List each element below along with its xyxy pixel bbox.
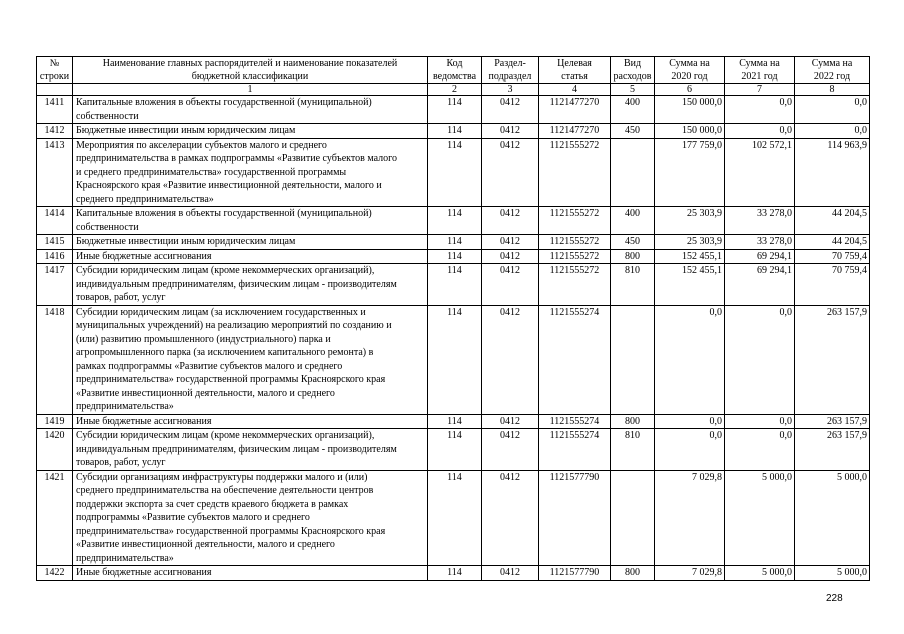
row-name-line: «Развитие инвестиционной деятельности, малого и среднего: [76, 539, 335, 550]
row-name-line: Субсидии юридическим лицам (за исключением государственных и: [76, 306, 366, 318]
row-name-line: среднего предпринимательства»: [76, 193, 214, 205]
sum-2022-cell: 70 759,4: [795, 264, 870, 306]
table-body: [37, 96, 870, 581]
row-name-line: «Развитие инвестиционной деятельности, малого и среднего: [76, 387, 335, 399]
row-name-line: Мероприятия по акселерации субъектов малого и среднего: [76, 139, 327, 151]
sum-2022-cell: 44 204,5: [795, 235, 870, 250]
row-number-cell: 1411: [37, 96, 73, 124]
expense-type-cell: 450: [611, 124, 655, 139]
department-code-cell: 114: [428, 138, 482, 207]
target-article-cell: 1121577790: [539, 470, 611, 566]
row-name-line: Субсидии организациям инфраструктуры поддержки малого и (или): [76, 471, 368, 483]
header-sum-2020: Сумма на 2020 год: [655, 57, 725, 84]
row-name-line: Субсидии юридическим лицам (кроме некоммерческих организаций),: [76, 430, 375, 441]
section-cell: 0412: [482, 96, 539, 124]
department-code-cell: 114: [428, 566, 482, 581]
target-article-cell: 1121555274: [539, 414, 611, 429]
row-name-cell: [73, 96, 428, 124]
row-name-line: Бюджетные инвестиции иным юридическим лицам: [76, 125, 296, 136]
sum-2020-cell: 7 029,8: [655, 470, 725, 566]
target-article-cell: 1121555272: [539, 264, 611, 306]
column-index: 1: [73, 84, 428, 96]
row-name-cell: [73, 429, 428, 471]
section-cell: 0412: [482, 249, 539, 264]
row-name-cell: [73, 235, 428, 250]
row-number-cell: 1420: [37, 429, 73, 471]
row-name-cell: [73, 138, 428, 207]
budget-table: [36, 56, 870, 581]
sum-2021-cell: 33 278,0: [725, 207, 795, 235]
sum-2021-cell: 33 278,0: [725, 235, 795, 250]
table-row: [37, 305, 870, 414]
department-code-cell: 114: [428, 305, 482, 414]
row-number-cell: 1422: [37, 566, 73, 581]
column-index: 7: [725, 84, 795, 96]
row-name-line: агропромышленного парка (за исключением капитального ремонта) в: [76, 347, 374, 358]
row-name-line: Красноярского края «Развитие инвестиционной деятельности, малого и: [76, 180, 382, 191]
expense-type-cell: 810: [611, 429, 655, 471]
row-name-cell: [73, 124, 428, 139]
row-number-cell: 1418: [37, 305, 73, 414]
table-row: [37, 470, 870, 566]
expense-type-cell: 400: [611, 207, 655, 235]
target-article-cell: 1121477270: [539, 96, 611, 124]
section-cell: 0412: [482, 207, 539, 235]
sum-2021-cell: 0,0: [725, 96, 795, 124]
header-section: Раздел- подраздел: [482, 57, 539, 84]
department-code-cell: 114: [428, 207, 482, 235]
sum-2020-cell: 150 000,0: [655, 124, 725, 139]
sum-2020-cell: 177 759,0: [655, 138, 725, 207]
department-code-cell: 114: [428, 414, 482, 429]
row-name-line: товаров, работ, услуг: [76, 292, 166, 303]
row-number-cell: 1414: [37, 207, 73, 235]
section-cell: 0412: [482, 305, 539, 414]
row-name-line: предпринимательства» государственной программы Красноярского края: [76, 374, 386, 385]
sum-2021-cell: 5 000,0: [725, 566, 795, 581]
column-index: 4: [539, 84, 611, 96]
sum-2022-cell: 0,0: [795, 96, 870, 124]
sum-2021-cell: 0,0: [725, 124, 795, 139]
sum-2022-cell: 70 759,4: [795, 249, 870, 264]
column-index: 5: [611, 84, 655, 96]
row-name-line: Иные бюджетные ассигнования: [76, 415, 212, 427]
sum-2020-cell: 152 455,1: [655, 249, 725, 264]
header-name: Наименование главных распорядителей и наименование показателей бюджетной классификации: [73, 57, 428, 84]
row-number-cell: 1419: [37, 414, 73, 429]
row-number-cell: 1415: [37, 235, 73, 250]
target-article-cell: 1121477270: [539, 124, 611, 139]
section-cell: 0412: [482, 414, 539, 429]
section-cell: 0412: [482, 124, 539, 139]
department-code-cell: 114: [428, 235, 482, 250]
target-article-cell: 1121555272: [539, 138, 611, 207]
sum-2022-cell: 5 000,0: [795, 566, 870, 581]
section-cell: 0412: [482, 429, 539, 471]
row-name-line: предпринимательства в рамках подпрограммы «Развитие субъектов малого: [76, 153, 397, 164]
row-name-cell: [73, 305, 428, 414]
row-name-line: (или) развитию промышленного (индустриального) парка и: [76, 333, 331, 345]
sum-2021-cell: 0,0: [725, 305, 795, 414]
row-name-cell: [73, 566, 428, 581]
sum-2020-cell: 25 303,9: [655, 235, 725, 250]
row-name-line: индивидуальным предпринимателям, физическим лицам - производителям: [76, 278, 397, 290]
row-name-line: поддержки экспорта за счет средств краевого бюджета в рамках: [76, 498, 349, 510]
table-row: [37, 414, 870, 429]
column-index-row: [37, 84, 870, 96]
table-row: [37, 566, 870, 581]
row-name-line: подпрограммы «Развитие субъектов малого и среднего: [76, 512, 310, 523]
row-name-line: Иные бюджетные ассигнования: [76, 567, 212, 578]
row-name-line: среднего предпринимательства на обеспечение деятельности центров: [76, 485, 374, 496]
table-row: [37, 138, 870, 207]
sum-2020-cell: 150 000,0: [655, 96, 725, 124]
department-code-cell: 114: [428, 96, 482, 124]
row-name-line: собственности: [76, 110, 139, 122]
column-index: 3: [482, 84, 539, 96]
row-name-line: предпринимательства» государственной программы Красноярского края: [76, 525, 386, 537]
expense-type-cell: 800: [611, 414, 655, 429]
row-name-line: предпринимательства»: [76, 401, 174, 412]
row-number-cell: 1412: [37, 124, 73, 139]
sum-2021-cell: 0,0: [725, 414, 795, 429]
table-row: [37, 249, 870, 264]
row-name-line: предпринимательства»: [76, 552, 174, 564]
row-number-cell: 1413: [37, 138, 73, 207]
expense-type-cell: 810: [611, 264, 655, 306]
row-name-line: Субсидии юридическим лицам (кроме некоммерческих организаций),: [76, 265, 375, 276]
sum-2022-cell: 0,0: [795, 124, 870, 139]
sum-2020-cell: 152 455,1: [655, 264, 725, 306]
department-code-cell: 114: [428, 264, 482, 306]
table-row: [37, 207, 870, 235]
row-name-cell: [73, 470, 428, 566]
sum-2022-cell: 114 963,9: [795, 138, 870, 207]
table-row: [37, 124, 870, 139]
sum-2021-cell: 69 294,1: [725, 264, 795, 306]
sum-2022-cell: 44 204,5: [795, 207, 870, 235]
row-name-cell: [73, 249, 428, 264]
department-code-cell: 114: [428, 249, 482, 264]
sum-2022-cell: 263 157,9: [795, 429, 870, 471]
table-row: [37, 429, 870, 471]
sum-2022-cell: 263 157,9: [795, 305, 870, 414]
row-name-line: товаров, работ, услуг: [76, 457, 166, 468]
column-index: [37, 84, 73, 96]
target-article-cell: 1121555274: [539, 305, 611, 414]
row-name-line: муниципальных учреждений) на реализацию мероприятий по созданию и: [76, 320, 392, 331]
table-row: [37, 96, 870, 124]
table-header: [37, 57, 870, 96]
department-code-cell: 114: [428, 124, 482, 139]
row-number-cell: 1416: [37, 249, 73, 264]
sum-2020-cell: 25 303,9: [655, 207, 725, 235]
column-index: 2: [428, 84, 482, 96]
row-name-cell: [73, 207, 428, 235]
row-name-line: рамках подпрограммы «Развитие субъектов малого и среднего: [76, 360, 343, 372]
expense-type-cell: 450: [611, 235, 655, 250]
department-code-cell: 114: [428, 429, 482, 471]
header-sum-2022: Сумма на 2022 год: [795, 57, 870, 84]
row-name-cell: [73, 264, 428, 306]
section-cell: 0412: [482, 264, 539, 306]
row-name-line: и среднего предпринимательства» государственной программы: [76, 166, 347, 178]
sum-2022-cell: 5 000,0: [795, 470, 870, 566]
expense-type-cell: [611, 305, 655, 414]
expense-type-cell: [611, 138, 655, 207]
expense-type-cell: 800: [611, 566, 655, 581]
expense-type-cell: 800: [611, 249, 655, 264]
sum-2021-cell: 0,0: [725, 429, 795, 471]
row-number-cell: 1417: [37, 264, 73, 306]
target-article-cell: 1121555272: [539, 235, 611, 250]
row-name-line: индивидуальным предпринимателям, физическим лицам - производителям: [76, 443, 397, 455]
table-row: [37, 235, 870, 250]
target-article-cell: 1121555272: [539, 207, 611, 235]
section-cell: 0412: [482, 235, 539, 250]
section-cell: 0412: [482, 470, 539, 566]
page-number: 228: [826, 593, 843, 604]
table-row: [37, 264, 870, 306]
column-index: 6: [655, 84, 725, 96]
target-article-cell: 1121555272: [539, 249, 611, 264]
row-name-cell: [73, 414, 428, 429]
row-name-line: Капитальные вложения в объекты государственной (муниципальной): [76, 208, 372, 219]
header-department-code: Код ведомства: [428, 57, 482, 84]
sum-2022-cell: 263 157,9: [795, 414, 870, 429]
row-name-line: Бюджетные инвестиции иным юридическим лицам: [76, 236, 296, 247]
sum-2020-cell: 0,0: [655, 305, 725, 414]
row-name-line: Капитальные вложения в объекты государственной (муниципальной): [76, 97, 372, 108]
header-target-article: Целевая статья: [539, 57, 611, 84]
sum-2021-cell: 102 572,1: [725, 138, 795, 207]
sum-2021-cell: 5 000,0: [725, 470, 795, 566]
row-name-line: Иные бюджетные ассигнования: [76, 250, 212, 262]
section-cell: 0412: [482, 566, 539, 581]
section-cell: 0412: [482, 138, 539, 207]
target-article-cell: 1121555274: [539, 429, 611, 471]
department-code-cell: 114: [428, 470, 482, 566]
sum-2020-cell: 0,0: [655, 414, 725, 429]
expense-type-cell: 400: [611, 96, 655, 124]
target-article-cell: 1121577790: [539, 566, 611, 581]
header-expense-type: Вид расходов: [611, 57, 655, 84]
header-sum-2021: Сумма на 2021 год: [725, 57, 795, 84]
row-number-cell: 1421: [37, 470, 73, 566]
sum-2020-cell: 0,0: [655, 429, 725, 471]
sum-2020-cell: 7 029,8: [655, 566, 725, 581]
header-row-number: № строки: [37, 57, 73, 84]
sum-2021-cell: 69 294,1: [725, 249, 795, 264]
row-name-line: собственности: [76, 221, 139, 233]
expense-type-cell: [611, 470, 655, 566]
column-index: 8: [795, 84, 870, 96]
